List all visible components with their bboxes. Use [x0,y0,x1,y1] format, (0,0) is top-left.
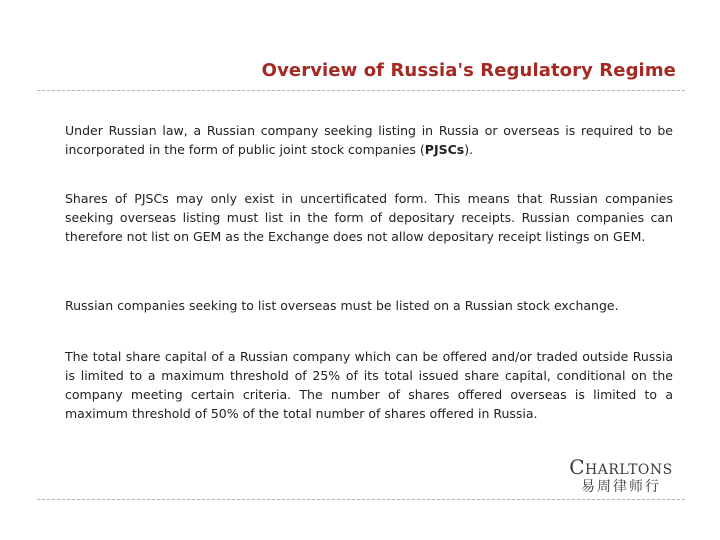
logo-chinese-name: 易周律师行 [581,479,661,495]
slide-title: Overview of Russia's Regulatory Regime [261,60,676,81]
bullet-text: The total share capital of a Russian company which can be offered and/or traded outside Russia is limited to a maximum threshold of 25% of its total issued share capital, conditional on the company meeting certain criteria. The number of shares offered overseas is limited to a maximum threshold of 50% of the total number of shares offered in Russia. [65,349,673,421]
list-item [40,121,673,159]
list-item [40,347,673,423]
footer-divider [37,499,685,500]
list-item [40,296,673,315]
bullet-text: Russian companies seeking to list overseas must be listed on a Russian stock exchange. [65,298,619,313]
list-item [40,189,673,246]
bold-term: PJSCs [424,142,465,157]
charltons-logo [560,456,682,496]
logo-name: Charltons [569,455,673,479]
bullet-text: Under Russian law, a Russian company seeking listing in Russia or overseas is required to be incorporated in the form of public joint stock companies (PJSCs). [65,123,673,157]
bullet-text: Shares of PJSCs may only exist in uncertificated form. This means that Russian companies seeking overseas listing must list in the form of depositary receipts. Russian companies can therefore not list on GEM as the Exchange does not allow depositary receipt listings on GEM. [65,191,673,244]
title-divider [37,90,685,91]
